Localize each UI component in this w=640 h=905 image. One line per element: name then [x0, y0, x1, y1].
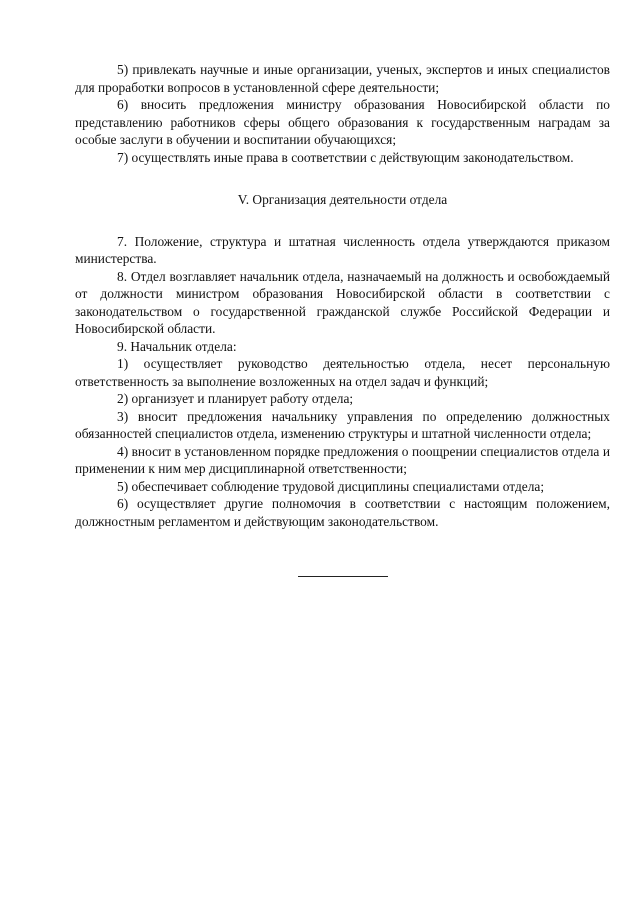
- head-duty-6: 6) осуществляет другие полномочия в соответствии с настоящим положением, должностным регламентом и действующим законодательством.: [75, 496, 610, 529]
- end-divider: [298, 576, 388, 577]
- head-duty-3: 3) вносит предложения начальнику управления по определению должностных обязанностей специалистов отдела, изменению структуры и штатной численности отдела;: [75, 408, 610, 441]
- head-duty-2: 2) организует и планирует работу отдела;: [117, 391, 354, 406]
- section-heading: V. Организация деятельности отдела: [237, 192, 448, 207]
- rights-item-7: 7) осуществлять иные права в соответствии с действующим законодательством.: [117, 149, 574, 165]
- rights-item-6: 6) вносить предложения министру образования Новосибирской области по представлению работников сферы общего образования к государственным наградам за особые заслуги в обучении и воспитании обучающихся;: [75, 97, 610, 147]
- rights-item-5: 5) привлекать научные и иные организации, ученых, экспертов и иных специалистов для проработки вопросов в установленной сфере деятельности;: [75, 62, 610, 95]
- head-duty-1: 1) осуществляет руководство деятельностью отдела, несет персональную ответственность за выполнение возложенных на отдел задач и функций;: [75, 356, 610, 389]
- paragraph-9: 9. Начальник отдела:: [117, 338, 237, 354]
- paragraph-7: 7. Положение, структура и штатная численность отдела утверждаются приказом министерства.: [75, 233, 610, 266]
- head-duty-5: 5) обеспечивает соблюдение трудовой дисциплины специалистами отдела;: [117, 478, 545, 494]
- document-page: [75, 61, 610, 530]
- paragraph-8: 8. Отдел возглавляет начальник отдела, назначаемый на должность и освобождаемый от должности министром образования Новосибирской области в соответствии с законодательством о государственной гражданской службе Российской Федерации и Новосибирской области.: [75, 268, 610, 336]
- head-duty-4: 4) вносит в установленном порядке предложения о поощрении специалистов отдела и применении к ним мер дисциплинарной ответственности;: [75, 443, 610, 476]
